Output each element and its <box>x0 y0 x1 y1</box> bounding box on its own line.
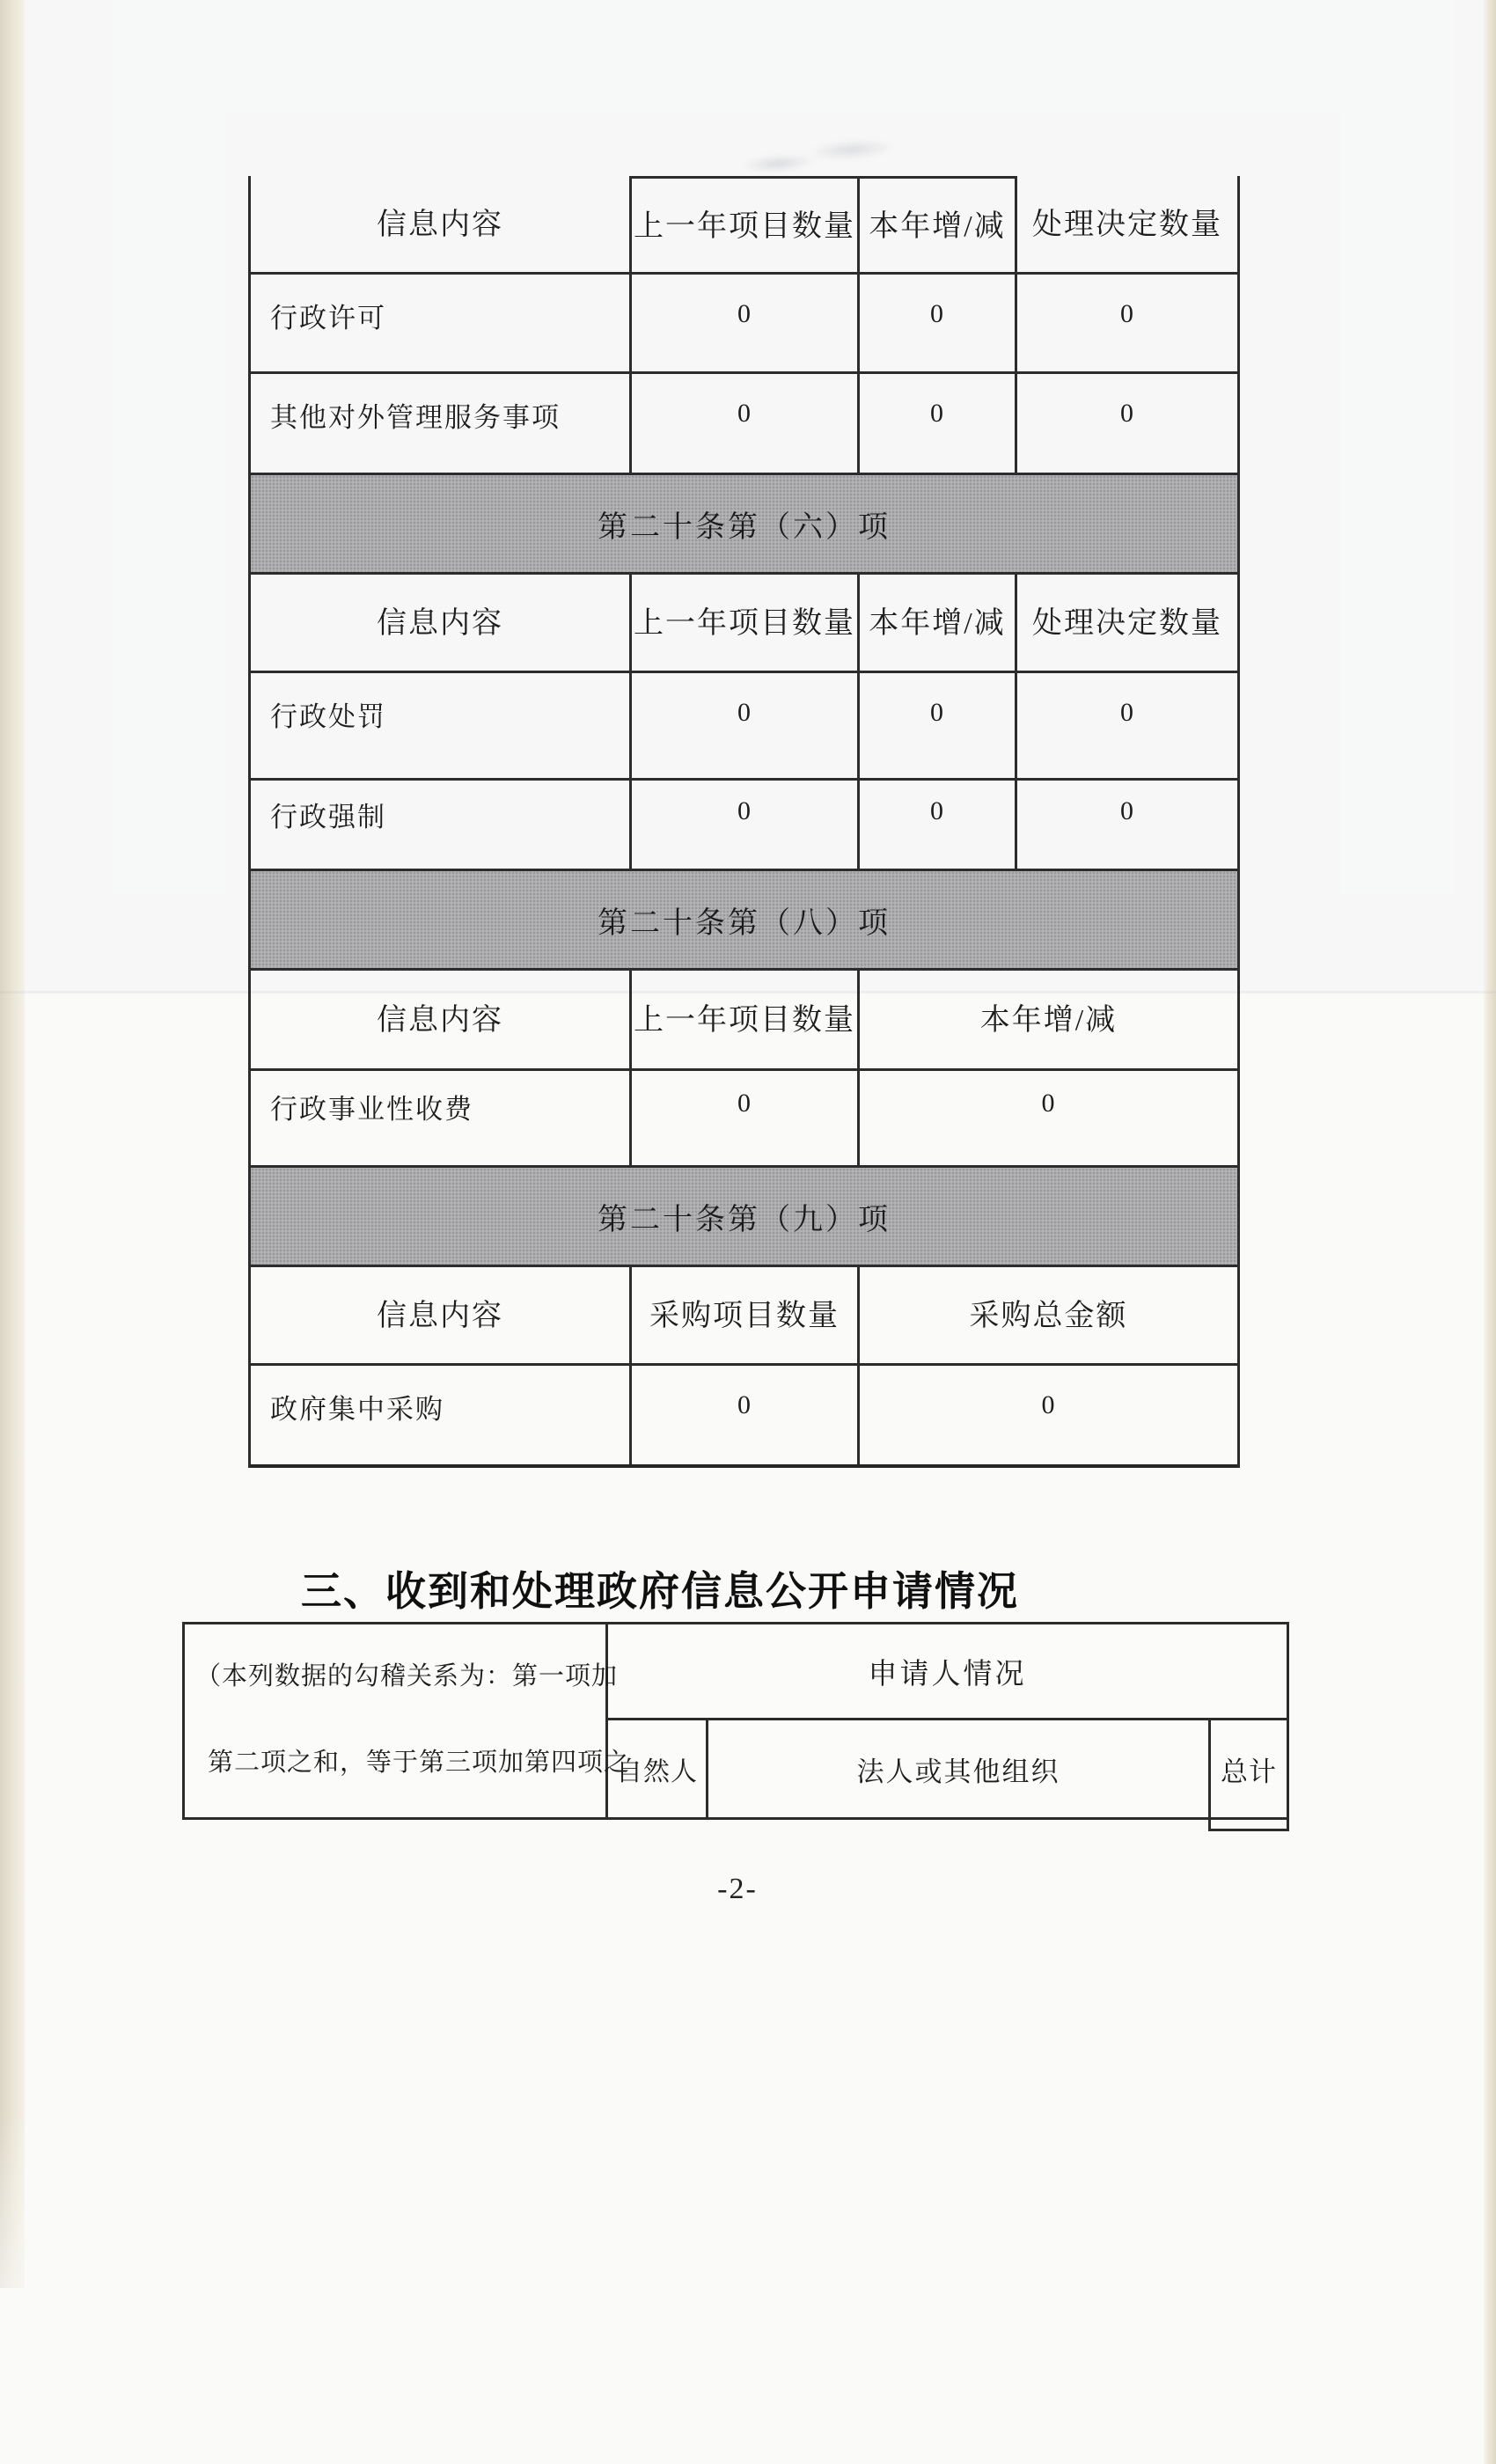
applicant-subheader-row <box>608 1720 1287 1817</box>
reconciliation-note-cell <box>185 1624 631 1817</box>
table-row <box>251 781 1237 871</box>
row-label: 行政处罚 <box>270 701 386 732</box>
applicant-header-cell: 申请人情况 <box>608 1624 1287 1720</box>
value-procurement-amount: 0 <box>857 1366 1237 1464</box>
value-prev-year: 0 <box>629 1071 857 1165</box>
scan-edge-right <box>1483 0 1496 2464</box>
value-decisions: 0 <box>1015 275 1237 371</box>
row-label: 行政许可 <box>270 303 386 334</box>
row-label: 政府集中采购 <box>270 1394 444 1425</box>
table-row <box>251 1366 1237 1468</box>
value-decisions: 0 <box>1015 374 1237 473</box>
value-procurement-count: 0 <box>629 1366 857 1464</box>
header-cell-info: 信息内容 <box>377 607 503 640</box>
value-change: 0 <box>857 275 1015 371</box>
value-change: 0 <box>857 781 1015 869</box>
note-line-2: 第二项之和，等于第三项加第四项之 <box>208 1749 631 1777</box>
item9-header-row <box>251 1267 1237 1366</box>
value-prev-year: 0 <box>629 781 857 869</box>
section-band-item9: 第二十条第（九）项 <box>251 1168 1237 1267</box>
header-cell-change: 本年增/减 <box>857 176 1015 272</box>
applicant-section <box>608 1624 1287 1817</box>
applications-table <box>182 1622 1289 1820</box>
row-label: 行政事业性收费 <box>270 1094 473 1125</box>
item8-header-row <box>251 971 1237 1071</box>
value-prev-year: 0 <box>629 275 857 371</box>
header-cell-info: 信息内容 <box>377 1004 503 1037</box>
item6-header-row <box>251 575 1237 673</box>
header-cell-legal-person: 法人或其他组织 <box>708 1720 1211 1817</box>
header-cell-procurement-count: 采购项目数量 <box>629 1267 857 1363</box>
table-row <box>251 374 1237 475</box>
value-prev-year: 0 <box>629 374 857 473</box>
header-cell-natural-person: 自然人 <box>608 1720 708 1817</box>
scan-edge-left <box>0 0 25 2288</box>
row-label: 其他对外管理服务事项 <box>270 402 561 433</box>
license-table-header-row <box>251 176 1237 275</box>
value-decisions: 0 <box>1015 781 1237 869</box>
header-cell-decisions: 处理决定数量 <box>1015 176 1237 272</box>
header-cell-change: 本年增/减 <box>857 575 1015 671</box>
value-change: 0 <box>857 673 1015 778</box>
header-cell-change: 本年增/减 <box>857 971 1237 1068</box>
value-decisions: 0 <box>1015 673 1237 778</box>
header-cell-procurement-amount: 采购总金额 <box>857 1267 1237 1363</box>
header-cell-total: 总计 <box>1221 1756 1277 1787</box>
value-change: 0 <box>857 374 1015 473</box>
table-row <box>251 673 1237 781</box>
row-label: 行政强制 <box>270 802 386 832</box>
section-band-item6: 第二十条第（六）项 <box>251 475 1237 575</box>
header-cell-prev-year: 上一年项目数量 <box>629 971 857 1068</box>
note-line-1: （本列数据的勾稽关系为：第一项加 <box>195 1662 619 1690</box>
table-row <box>251 275 1237 374</box>
value-prev-year: 0 <box>629 673 857 778</box>
scan-edge-left-fade <box>0 2112 25 2464</box>
scan-skew-corner-artifact <box>1208 1820 1289 1831</box>
section3-heading: 三、收到和处理政府信息公开申请情况 <box>301 1568 1019 1614</box>
header-cell-info: 信息内容 <box>377 1300 503 1332</box>
header-cell-decisions: 处理决定数量 <box>1015 575 1237 671</box>
table-row <box>251 1071 1237 1168</box>
article20-tables <box>248 176 1240 1468</box>
header-cell-info: 信息内容 <box>377 209 503 241</box>
header-cell-prev-year: 上一年项目数量 <box>629 575 857 671</box>
header-cell-prev-year: 上一年项目数量 <box>629 176 857 272</box>
section-band-item8: 第二十条第（八）项 <box>251 871 1237 971</box>
value-change: 0 <box>857 1071 1237 1165</box>
page-number: -2- <box>717 1873 758 1905</box>
